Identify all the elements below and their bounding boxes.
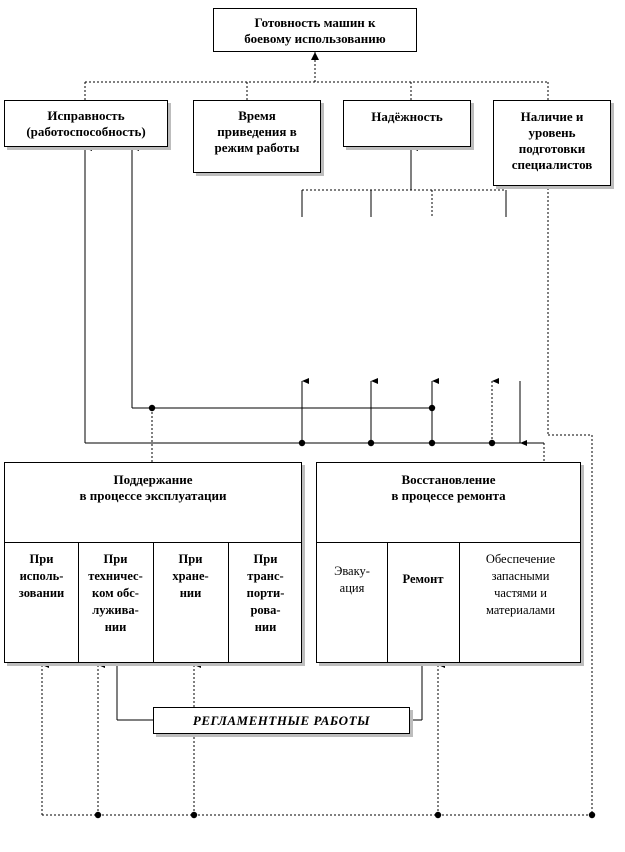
reliability-box (343, 100, 471, 147)
restoration-block (316, 462, 581, 663)
reliability-label: Надёжность (371, 109, 443, 124)
restoration-title: Восстановление в процессе ремонта (391, 472, 506, 503)
specialists-box (493, 100, 611, 186)
maintenance-col-transport: При транс- порти- рова- нии (246, 552, 285, 634)
readiness-title: Готовность машин к боевому использованию (244, 15, 386, 46)
maintenance-col-service: При техничес- ком обс- лужива- нии (88, 552, 143, 634)
serviceability-box (4, 100, 168, 147)
restoration-col-repair: Ремонт (402, 572, 444, 586)
restoration-col-supply: Обеспечение запасными частями и материалами (485, 552, 556, 617)
regulation-box (153, 707, 410, 734)
readiness-time-box (193, 100, 321, 173)
maintenance-col-use: При исполь- зовании (18, 552, 65, 600)
maintenance-title: Поддержание в процессе эксплуатации (79, 472, 227, 503)
specialists-label: Наличие и уровень подготовки специалистов (511, 109, 593, 172)
restoration-col-evacuation: Эваку- ация (334, 564, 370, 595)
readiness-box (213, 8, 417, 52)
serviceability-label: Исправность (работоспособность) (26, 108, 146, 139)
maintenance-col-storage: При хране- нии (172, 552, 209, 600)
readiness-time-label: Время приведения в режим работы (214, 108, 300, 155)
maintenance-block (4, 462, 302, 663)
regulation-label: РЕГЛАМЕНТНЫЕ РАБОТЫ (192, 713, 371, 728)
